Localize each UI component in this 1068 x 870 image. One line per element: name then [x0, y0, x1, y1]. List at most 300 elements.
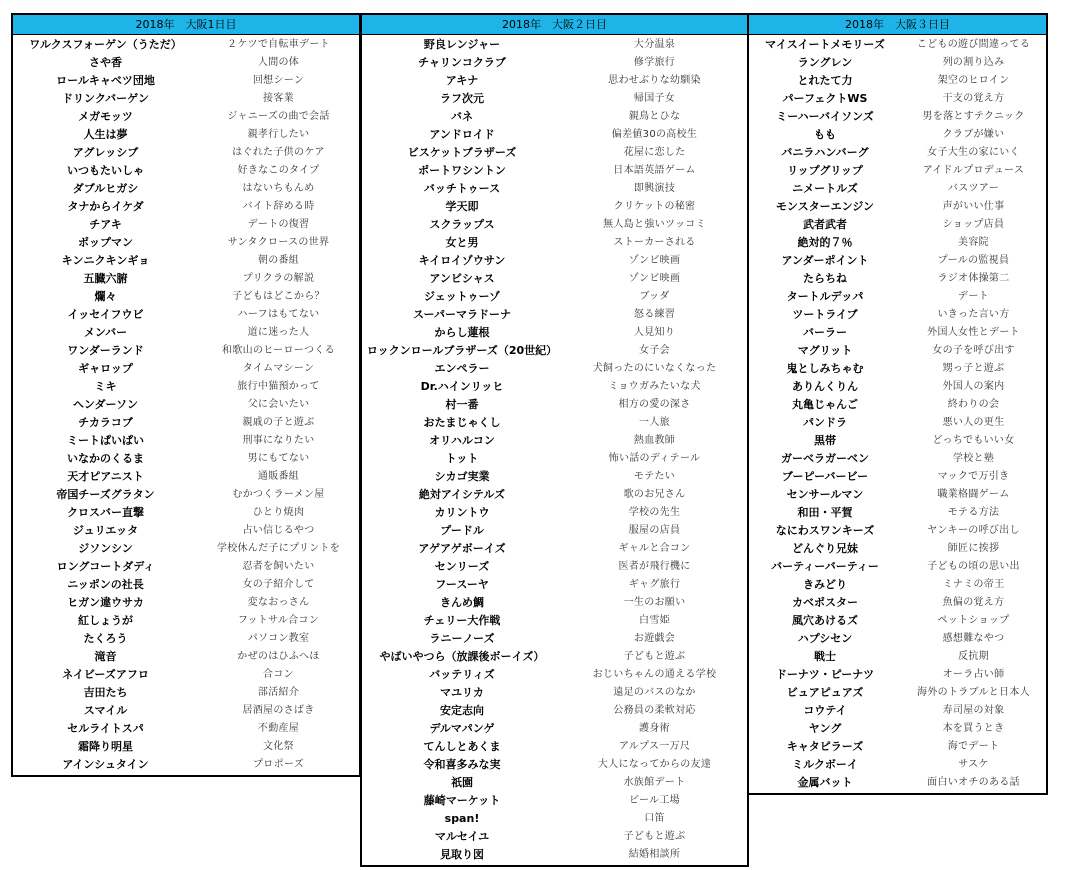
- table-row: [749, 648, 1046, 666]
- table-row: [13, 702, 359, 720]
- routine-theme: 親戚の子と遊ぶ: [242, 417, 315, 428]
- routine-theme: 寿司屋の対象: [942, 705, 1005, 716]
- table-row: [362, 36, 747, 54]
- table-row: [362, 738, 747, 756]
- performer-name: やばいやつら（放課後ボーイズ）: [379, 650, 545, 663]
- day2-body: [362, 35, 747, 865]
- routine-theme: 占い信じるやつ: [242, 525, 315, 536]
- performer-name: Dr.ハインリッヒ: [420, 380, 504, 393]
- table-row: [362, 306, 747, 324]
- performer-name: ロールキャベツ団地: [56, 74, 155, 87]
- routine-theme: タイムマシーン: [242, 363, 315, 374]
- routine-theme: サンタクロースの世界: [227, 237, 330, 248]
- routine-theme: 魚偏の覚え方: [942, 597, 1005, 608]
- table-row: [13, 396, 359, 414]
- routine-theme: 水族館デート: [623, 777, 686, 788]
- routine-theme: 終わりの会: [947, 399, 1000, 410]
- table-row: [749, 738, 1046, 756]
- table-row: [749, 720, 1046, 738]
- table-row: [362, 576, 747, 594]
- routine-theme: 修学旅行: [633, 57, 676, 68]
- table-row: [749, 630, 1046, 648]
- table-row: [749, 342, 1046, 360]
- table-row: [362, 432, 747, 450]
- routine-theme: 海外のトラブルと日本人: [917, 687, 1030, 698]
- routine-theme: ゾンビ映画: [628, 255, 681, 266]
- routine-theme: 感想難なやつ: [942, 633, 1005, 644]
- table-row: [362, 756, 747, 774]
- table-row: [362, 792, 747, 810]
- routine-theme: ストーカーされる: [613, 237, 696, 248]
- table-row: [749, 198, 1046, 216]
- performer-name: おたまじゃくし: [423, 416, 501, 429]
- performer-name: きんめ鯛: [440, 596, 484, 609]
- table-row: [13, 756, 359, 774]
- routine-theme: 忍者を飼いたい: [242, 561, 315, 572]
- performer-name: ツートライブ: [792, 308, 858, 321]
- performer-name: カリントウ: [434, 506, 490, 519]
- table-row: [13, 324, 359, 342]
- performer-name: 武者武者: [803, 218, 847, 231]
- table-row: [13, 684, 359, 702]
- performer-name: ジソンシン: [78, 542, 133, 555]
- routine-theme: 女の子紹介して: [242, 579, 315, 590]
- performer-name: 戦士: [814, 650, 836, 663]
- performer-name: なにわスワンキーズ: [775, 524, 875, 537]
- routine-theme: 女子会: [639, 345, 670, 356]
- routine-theme: 医者が飛行機に: [618, 561, 691, 572]
- table-row: [749, 72, 1046, 90]
- performer-name: てんしとあくま: [423, 740, 501, 753]
- routine-theme: 外国人女性とデート: [927, 327, 1020, 338]
- routine-theme: サスケ: [958, 759, 989, 770]
- table-row: [362, 234, 747, 252]
- performer-name: 風穴あけるズ: [792, 614, 858, 627]
- table-row: [749, 234, 1046, 252]
- routine-theme: 大人になってからの友達: [597, 759, 712, 770]
- performer-name: チャリンコクラブ: [418, 56, 506, 69]
- routine-theme: プロポーズ: [253, 759, 304, 770]
- routine-theme: 道に迷った人: [247, 327, 310, 338]
- routine-theme: 男を落とすテクニック: [922, 111, 1025, 122]
- table-row: [13, 162, 359, 180]
- table-row: [362, 198, 747, 216]
- routine-theme: プールの監視員: [937, 255, 1010, 266]
- routine-theme: おじいちゃんの通える学校: [592, 669, 717, 680]
- performer-name: 帝国チーズグラタン: [56, 488, 155, 501]
- routine-theme: ペットショップ: [937, 615, 1010, 626]
- performer-name: ヤング: [808, 722, 842, 735]
- table-row: [13, 198, 359, 216]
- table-row: [362, 684, 747, 702]
- routine-theme: 外国人の案内: [942, 381, 1005, 392]
- performer-name: ドリンクバーゲン: [62, 92, 149, 105]
- table-row: [362, 702, 747, 720]
- day2-table: [360, 13, 749, 867]
- performer-name: 見取り図: [440, 848, 484, 861]
- routine-theme: 無人島と強いツッコミ: [603, 219, 706, 230]
- table-row: [362, 774, 747, 792]
- table-row: [13, 504, 359, 522]
- routine-theme: 好きなこのタイプ: [237, 165, 320, 176]
- table-row: [749, 468, 1046, 486]
- table-row: [749, 360, 1046, 378]
- routine-theme: 文化祭: [263, 741, 294, 752]
- routine-theme: 男にもてない: [247, 453, 310, 464]
- performer-name: 滝音: [94, 650, 117, 663]
- table-row: [362, 612, 747, 630]
- performer-name: 黒帯: [814, 434, 836, 447]
- routine-theme: 花屋に恋した: [623, 147, 686, 158]
- table-row: [362, 630, 747, 648]
- table-row: [362, 540, 747, 558]
- table-row: [13, 54, 359, 72]
- routine-theme: かぜのはひふへほ: [237, 651, 320, 662]
- routine-theme: 接客業: [263, 93, 294, 104]
- routine-theme: ゾンビ映画: [628, 273, 681, 284]
- table-row: [13, 360, 359, 378]
- performer-name: メガモッツ: [78, 110, 133, 123]
- routine-theme: オーラ占い師: [942, 669, 1005, 680]
- performer-name: ラフ次元: [440, 92, 484, 105]
- performer-name: バッチトゥース: [423, 182, 501, 195]
- routine-theme: はないちもんめ: [242, 183, 315, 194]
- table-row: [13, 612, 359, 630]
- table-row: [13, 270, 359, 288]
- performer-name: ヘンダーソン: [72, 398, 139, 411]
- routine-theme: むかつくラーメン屋: [232, 489, 325, 500]
- performer-name: センリーズ: [434, 560, 490, 573]
- table-row: [362, 360, 747, 378]
- table-row: [13, 576, 359, 594]
- routine-theme: 面白いオチのある話: [927, 777, 1020, 788]
- table-row: [13, 378, 359, 396]
- table-row: [13, 180, 359, 198]
- performer-name: プードル: [440, 524, 484, 537]
- table-row: [362, 522, 747, 540]
- performer-name: 祇園: [451, 776, 473, 789]
- table-row: [362, 54, 747, 72]
- table-row: [362, 468, 747, 486]
- routine-theme: 大分温泉: [633, 39, 676, 50]
- routine-theme: 子どもの頃の思い出: [927, 561, 1020, 572]
- performer-name: 学天即: [445, 200, 479, 213]
- table-row: [362, 828, 747, 846]
- table-row: [749, 756, 1046, 774]
- routine-theme: 歌のお兄さん: [623, 489, 686, 500]
- performer-name: アキナ: [445, 74, 479, 87]
- routine-theme: 親孝行したい: [247, 129, 310, 140]
- performer-name: 令和喜多みな実: [423, 758, 501, 771]
- routine-theme: 変なおっさん: [247, 597, 310, 608]
- performer-name: ギャロップ: [78, 362, 133, 375]
- routine-theme: はぐれた子供のケア: [232, 147, 325, 158]
- table-row: [13, 126, 359, 144]
- routine-theme: ハーフはもてない: [237, 309, 320, 320]
- day1-header: 2018年 大阪1日目: [13, 15, 359, 35]
- performer-name: ありんくりん: [792, 380, 858, 393]
- performer-name: 野良レンジャー: [423, 38, 501, 51]
- table-row: [749, 522, 1046, 540]
- routine-theme: 父に会いたい: [247, 399, 310, 410]
- performer-name: もも: [814, 128, 836, 141]
- performer-name: アンドロイド: [429, 128, 495, 141]
- performer-name: ビスケットブラザーズ: [407, 146, 517, 159]
- day2-header: 2018年 大阪２日目: [362, 15, 747, 35]
- routine-theme: ギャグ旅行: [628, 579, 681, 590]
- table-row: [13, 738, 359, 756]
- table-row: [13, 468, 359, 486]
- performer-name: マイスイートメモリーズ: [765, 38, 885, 51]
- table-row: [749, 612, 1046, 630]
- table-row: [13, 486, 359, 504]
- table-row: [362, 450, 747, 468]
- performer-name: キンニクキンギョ: [61, 254, 150, 267]
- routine-theme: ヤンキーの呼び出し: [927, 525, 1020, 536]
- performer-name: ドーナツ・ピーナツ: [775, 668, 875, 681]
- table-row: [13, 630, 359, 648]
- table-row: [13, 450, 359, 468]
- routine-theme: 犬飼ったのにいなくなった: [592, 363, 717, 374]
- table-row: [362, 72, 747, 90]
- routine-theme: 護身術: [639, 723, 670, 734]
- performer-name: 和田・平賀: [797, 506, 853, 519]
- routine-theme: 声がいい仕事: [942, 201, 1005, 212]
- table-row: [749, 270, 1046, 288]
- table-row: [749, 774, 1046, 792]
- performer-name: コウテイ: [803, 704, 847, 717]
- routine-theme: ひとり焼肉: [252, 507, 305, 518]
- routine-theme: 人間の体: [257, 57, 300, 68]
- performer-name: パーフェクトWS: [782, 92, 868, 105]
- table-row: [749, 432, 1046, 450]
- table-row: [749, 216, 1046, 234]
- table-row: [362, 486, 747, 504]
- performer-name: チアキ: [89, 218, 122, 231]
- performer-name: ニッポンの社長: [67, 578, 144, 591]
- routine-theme: ミナミの帝王: [942, 579, 1005, 590]
- routine-theme: こどもの遊び間違ってる: [916, 39, 1031, 50]
- routine-theme: 居酒屋のさばき: [242, 705, 315, 716]
- routine-theme: モテたい: [633, 471, 676, 482]
- routine-theme: 帰国子女: [633, 93, 676, 104]
- table-row: [13, 594, 359, 612]
- performer-name: ラングレン: [797, 56, 853, 69]
- table-row: [749, 144, 1046, 162]
- routine-theme: 架空のヒロイン: [937, 75, 1010, 86]
- table-row: [362, 666, 747, 684]
- routine-theme: 通販番組: [257, 471, 300, 482]
- table-row: [362, 810, 747, 828]
- routine-theme: 人見知り: [633, 327, 676, 338]
- table-row: [362, 720, 747, 738]
- table-row: [749, 540, 1046, 558]
- routine-theme: 親鳥とひな: [628, 111, 681, 122]
- table-row: [362, 846, 747, 864]
- routine-theme: ミョウガみたいな犬: [608, 381, 701, 392]
- performer-name: ロングコートダディ: [56, 560, 155, 573]
- routine-theme: 相方の愛の深さ: [618, 399, 691, 410]
- table-row: [13, 90, 359, 108]
- performer-name: アグレッシブ: [72, 146, 139, 159]
- performer-name: ジェットゥーゾ: [423, 290, 501, 303]
- performer-name: チェリー大作戦: [423, 614, 501, 627]
- routine-theme: 部活紹介: [257, 687, 300, 698]
- routine-theme: 干支の覚え方: [942, 93, 1005, 104]
- table-row: [13, 720, 359, 738]
- table-row: [749, 576, 1046, 594]
- performer-name: タナからイケダ: [67, 200, 144, 213]
- performer-name: ミーハーバイソンズ: [776, 110, 874, 123]
- table-row: [13, 108, 359, 126]
- performer-name: セルライトスパ: [67, 722, 144, 735]
- performer-name: メンバー: [83, 326, 128, 339]
- routine-theme: ブッダ: [639, 291, 670, 302]
- routine-theme: 職業格闘ゲーム: [937, 489, 1010, 500]
- table-row: [749, 396, 1046, 414]
- table-row: [13, 144, 359, 162]
- routine-theme: 白雪姫: [639, 615, 670, 626]
- performer-name: 吉田たち: [83, 686, 128, 699]
- routine-theme: 子どもと遊ぶ: [623, 651, 686, 662]
- routine-theme: 偏差値30の高校生: [611, 129, 698, 140]
- table-row: [13, 540, 359, 558]
- table-row: [362, 144, 747, 162]
- table-row: [13, 252, 359, 270]
- performer-name: モンスターエンジン: [775, 200, 875, 213]
- performer-name: マユリカ: [440, 686, 484, 699]
- performer-name: ジュリエッタ: [72, 524, 139, 537]
- table-row: [13, 288, 359, 306]
- day3-header: 2018年 大阪３日目: [749, 15, 1046, 35]
- performer-name: いなかのくるま: [67, 452, 144, 465]
- routine-theme: 子どもと遊ぶ: [623, 831, 686, 842]
- routine-theme: お遊戯会: [633, 633, 676, 644]
- performer-name: ロックンロールブラザーズ（20世紀）: [366, 344, 558, 357]
- performer-name: ダブルヒガシ: [72, 182, 139, 195]
- table-row: [749, 666, 1046, 684]
- performer-name: フースーヤ: [435, 578, 489, 591]
- performer-name: 藤崎マーケット: [423, 794, 501, 807]
- routine-theme: 和歌山のヒーローつくる: [222, 345, 335, 356]
- routine-theme: 熱血教師: [633, 435, 676, 446]
- table-row: [13, 216, 359, 234]
- performer-name: バーラー: [803, 326, 847, 339]
- routine-theme: パソコン教室: [247, 633, 310, 644]
- performer-name: マグリット: [797, 344, 853, 357]
- routine-theme: 公務員の柔軟対応: [613, 705, 696, 716]
- table-row: [749, 594, 1046, 612]
- routine-theme: 不動産屋: [257, 723, 300, 734]
- routine-theme: ラジオ体操第二: [937, 273, 1010, 284]
- routine-theme: 服屋の店員: [628, 525, 681, 536]
- performer-name: ワルクスフォーゲン（うただ）: [29, 38, 182, 51]
- performer-name: トット: [445, 452, 479, 465]
- table-row: [749, 108, 1046, 126]
- performer-name: スーパーマラドーナ: [413, 308, 511, 321]
- performer-name: アゲアゲボーイズ: [418, 542, 506, 555]
- routine-theme: ショップ店員: [942, 219, 1005, 230]
- performer-name: ニメートルズ: [792, 182, 858, 195]
- performer-name: ポートワシントン: [418, 164, 506, 177]
- performer-name: 紅しょうが: [78, 614, 133, 627]
- performer-name: キャタピラーズ: [786, 740, 864, 753]
- table-row: [362, 558, 747, 576]
- performer-name: イッセイフウビ: [67, 308, 144, 321]
- table-row: [749, 414, 1046, 432]
- table-row: [362, 126, 747, 144]
- table-row: [362, 90, 747, 108]
- performer-name: エンペラー: [434, 362, 490, 375]
- routine-theme: アルプス一万尺: [618, 741, 691, 752]
- performer-name: スマイル: [83, 704, 128, 717]
- routine-theme: バイト辞める時: [242, 201, 315, 212]
- performer-name: いつもたいしゃ: [67, 164, 144, 177]
- routine-theme: モテる方法: [947, 507, 1000, 518]
- table-row: [13, 558, 359, 576]
- performer-name: バッテリィズ: [429, 668, 495, 681]
- routine-theme: ビール工場: [629, 795, 680, 806]
- table-row: [362, 342, 747, 360]
- routine-theme: 怖い話のディテール: [608, 453, 701, 464]
- performer-name: ワンダーランド: [67, 344, 144, 357]
- routine-theme: 学校と塾: [952, 453, 995, 464]
- routine-theme: 師匠に挨拶: [947, 543, 1000, 554]
- table-row: [749, 558, 1046, 576]
- routine-theme: 日本語英語ゲーム: [613, 165, 696, 176]
- routine-theme: 女の子を呼び出す: [932, 345, 1015, 356]
- performer-name: ラニーノーズ: [429, 632, 495, 645]
- routine-theme: フットサル合コン: [237, 615, 320, 626]
- performer-name: スクラップス: [429, 218, 495, 231]
- table-row: [749, 450, 1046, 468]
- table-row: [749, 306, 1046, 324]
- performer-name: タートルデッパ: [786, 290, 864, 303]
- performer-name: たくろう: [83, 632, 128, 645]
- performer-name: センサールマン: [786, 488, 864, 501]
- performer-name: 鬼としみちゃむ: [786, 362, 864, 375]
- routine-theme: 美容院: [958, 237, 989, 248]
- table-row: [749, 54, 1046, 72]
- performer-name: バニラハンバーグ: [781, 146, 869, 159]
- routine-theme: 朝の番組: [257, 255, 300, 266]
- table-row: [749, 378, 1046, 396]
- table-row: [362, 108, 747, 126]
- performer-name: きみどり: [803, 578, 847, 591]
- table-row: [362, 252, 747, 270]
- routine-theme: 学校休んだ子にプリントを: [216, 543, 341, 554]
- routine-theme: 遠足のバスのなか: [613, 687, 696, 698]
- table-row: [13, 342, 359, 360]
- routine-theme: プリクラの解説: [242, 273, 315, 284]
- performer-name: マルセイユ: [434, 830, 490, 843]
- performer-name: 絶対アイシテルズ: [418, 488, 506, 501]
- performer-name: 安定志向: [440, 704, 484, 717]
- routine-theme: 列の割り込み: [942, 57, 1005, 68]
- table-row: [749, 288, 1046, 306]
- routine-theme: 即興演技: [633, 183, 676, 194]
- performer-name: さや香: [89, 56, 122, 69]
- performer-name: パンドラ: [803, 416, 847, 429]
- table-row: [362, 270, 747, 288]
- table-row: [749, 126, 1046, 144]
- routine-theme: ジャニーズの曲で会話: [227, 111, 330, 122]
- performer-name: たらちね: [803, 272, 847, 285]
- routine-theme: ２ケツで自転車デート: [227, 39, 330, 50]
- routine-theme: いきった言い方: [937, 309, 1010, 320]
- performer-name: シカゴ実業: [434, 470, 490, 483]
- performer-name: オリハルコン: [429, 434, 495, 447]
